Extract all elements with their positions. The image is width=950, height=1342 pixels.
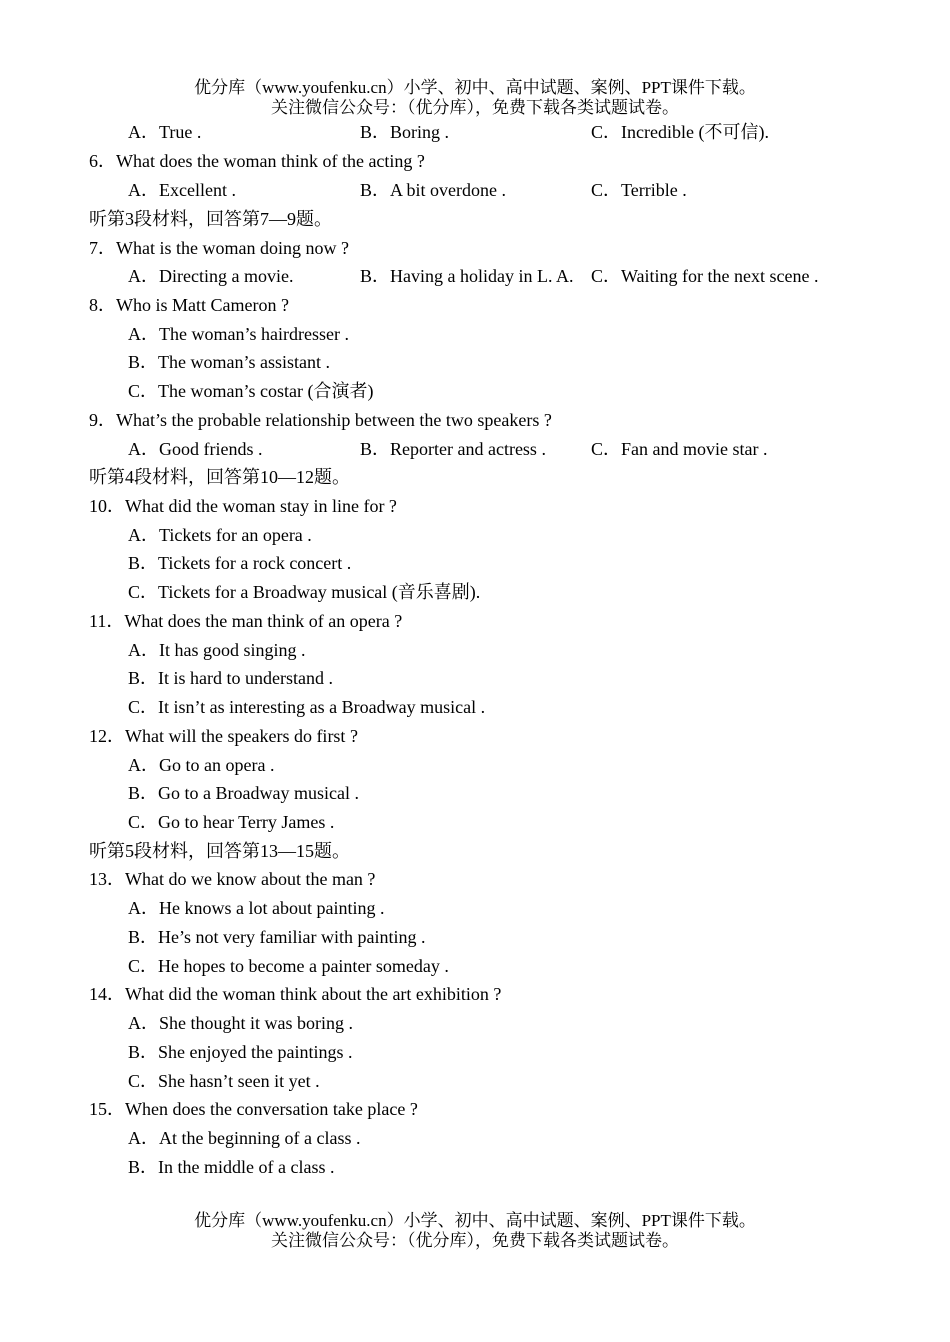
question-13: [0, 865, 950, 894]
q8-option-c: C．The woman’s costar (合演者): [128, 381, 374, 401]
q5-option-c: C．Incredible (不可信).: [591, 122, 769, 142]
q11-option-b: B．It is hard to understand .: [128, 668, 333, 688]
q12-option-a: A．Go to an opera .: [128, 755, 275, 775]
question-15: [0, 1095, 950, 1124]
question-9: [0, 406, 950, 435]
section-instruction: 听第4段材料，回答第10—12题。: [89, 467, 350, 487]
q12-option-a-row: [0, 751, 950, 780]
q11-option-b-row: [0, 664, 950, 693]
section-instruction: 听第5段材料，回答第13—15题。: [89, 841, 350, 861]
q6-option-c: C．Terrible .: [591, 180, 687, 200]
q12-option-c-row: [0, 808, 950, 837]
question-7: [0, 234, 950, 263]
question-stem: 10．What did the woman stay in line for ?: [89, 496, 397, 516]
section-4-heading: [0, 463, 950, 492]
q10-option-c-row: [0, 578, 950, 607]
question-14: [0, 980, 950, 1009]
q7-option-c: C．Waiting for the next scene .: [591, 266, 819, 286]
section-3-heading: [0, 205, 950, 234]
q10-option-b: B．Tickets for a rock concert .: [128, 553, 352, 573]
q15-option-b: B．In the middle of a class .: [128, 1157, 335, 1177]
q5-option-b: B．Boring .: [360, 122, 450, 142]
q13-option-a: A．He knows a lot about painting .: [128, 898, 385, 918]
q13-option-a-row: [0, 894, 950, 923]
q15-option-a: A．At the beginning of a class .: [128, 1128, 361, 1148]
question-stem: 9．What’s the probable relationship between the two speakers ?: [89, 410, 552, 430]
q15-option-b-row: [0, 1153, 950, 1182]
q7-options: [0, 262, 950, 291]
q6-option-a: A．Excellent .: [128, 180, 236, 200]
question-11: [0, 607, 950, 636]
q9-option-b: B．Reporter and actress .: [360, 439, 546, 459]
q8-option-a-row: [0, 320, 950, 349]
question-stem: 12．What will the speakers do first ?: [89, 726, 358, 746]
q7-option-a: A．Directing a movie.: [128, 266, 294, 286]
q12-option-b-row: [0, 779, 950, 808]
q5-options: [0, 118, 950, 147]
page-header: [0, 78, 950, 118]
q13-option-b: B．He’s not very familiar with painting .: [128, 927, 426, 947]
page-footer: [0, 1211, 950, 1251]
question-stem: 6．What does the woman think of the acting ?: [89, 151, 425, 171]
q9-option-c: C．Fan and movie star .: [591, 439, 768, 459]
question-10: [0, 492, 950, 521]
q11-option-c-row: [0, 693, 950, 722]
q6-options: [0, 176, 950, 205]
question-stem: 15．When does the conversation take place ?: [89, 1099, 418, 1119]
header-line-2: 关注微信公众号：（优分库），免费下载各类试题试卷。: [271, 98, 679, 117]
q8-option-c-row: [0, 377, 950, 406]
question-stem: 14．What did the woman think about the art exhibition ?: [89, 984, 502, 1004]
section-5-heading: [0, 837, 950, 866]
footer-line-1: 优分库（www.youfenku.cn）小学、初中、高中试题、案例、PPT课件下载。: [194, 1211, 756, 1230]
q12-option-b: B．Go to a Broadway musical .: [128, 783, 359, 803]
q8-option-a: A．The woman’s hairdresser .: [128, 324, 349, 344]
q13-option-c: C．He hopes to become a painter someday .: [128, 956, 449, 976]
q14-option-a-row: [0, 1009, 950, 1038]
q12-option-c: C．Go to hear Terry James .: [128, 812, 335, 832]
question-stem: 8．Who is Matt Cameron ?: [89, 295, 289, 315]
question-12: [0, 722, 950, 751]
section-instruction: 听第3段材料，回答第7—9题。: [89, 209, 332, 229]
q15-option-a-row: [0, 1124, 950, 1153]
q13-option-b-row: [0, 923, 950, 952]
q14-option-c: C．She hasn’t seen it yet .: [128, 1071, 320, 1091]
q14-option-b-row: [0, 1038, 950, 1067]
question-6: [0, 147, 950, 176]
q9-option-a: A．Good friends .: [128, 439, 263, 459]
q10-option-c: C．Tickets for a Broadway musical (音乐喜剧).: [128, 582, 481, 602]
header-line-1: 优分库（www.youfenku.cn）小学、初中、高中试题、案例、PPT课件下载。: [194, 78, 756, 97]
q10-option-a: A．Tickets for an opera .: [128, 525, 312, 545]
q10-option-a-row: [0, 521, 950, 550]
q6-option-b: B．A bit overdone .: [360, 180, 506, 200]
footer-line-2: 关注微信公众号：（优分库），免费下载各类试题试卷。: [271, 1231, 679, 1250]
q13-option-c-row: [0, 952, 950, 981]
q14-option-b: B．She enjoyed the paintings .: [128, 1042, 353, 1062]
question-stem: 13．What do we know about the man ?: [89, 869, 376, 889]
question-stem: 11．What does the man think of an opera ?: [89, 611, 403, 631]
q5-option-a: A．True .: [128, 122, 202, 142]
q10-option-b-row: [0, 549, 950, 578]
q11-option-c: C．It isn’t as interesting as a Broadway musical .: [128, 697, 486, 717]
question-stem: 7．What is the woman doing now ?: [89, 238, 349, 258]
question-8: [0, 291, 950, 320]
q8-option-b-row: [0, 348, 950, 377]
q14-option-a: A．She thought it was boring .: [128, 1013, 353, 1033]
q14-option-c-row: [0, 1067, 950, 1096]
q9-options: [0, 435, 950, 464]
q11-option-a-row: [0, 636, 950, 665]
q8-option-b: B．The woman’s assistant .: [128, 352, 330, 372]
q11-option-a: A．It has good singing .: [128, 640, 306, 660]
q7-option-b: B．Having a holiday in L. A.: [360, 266, 574, 286]
